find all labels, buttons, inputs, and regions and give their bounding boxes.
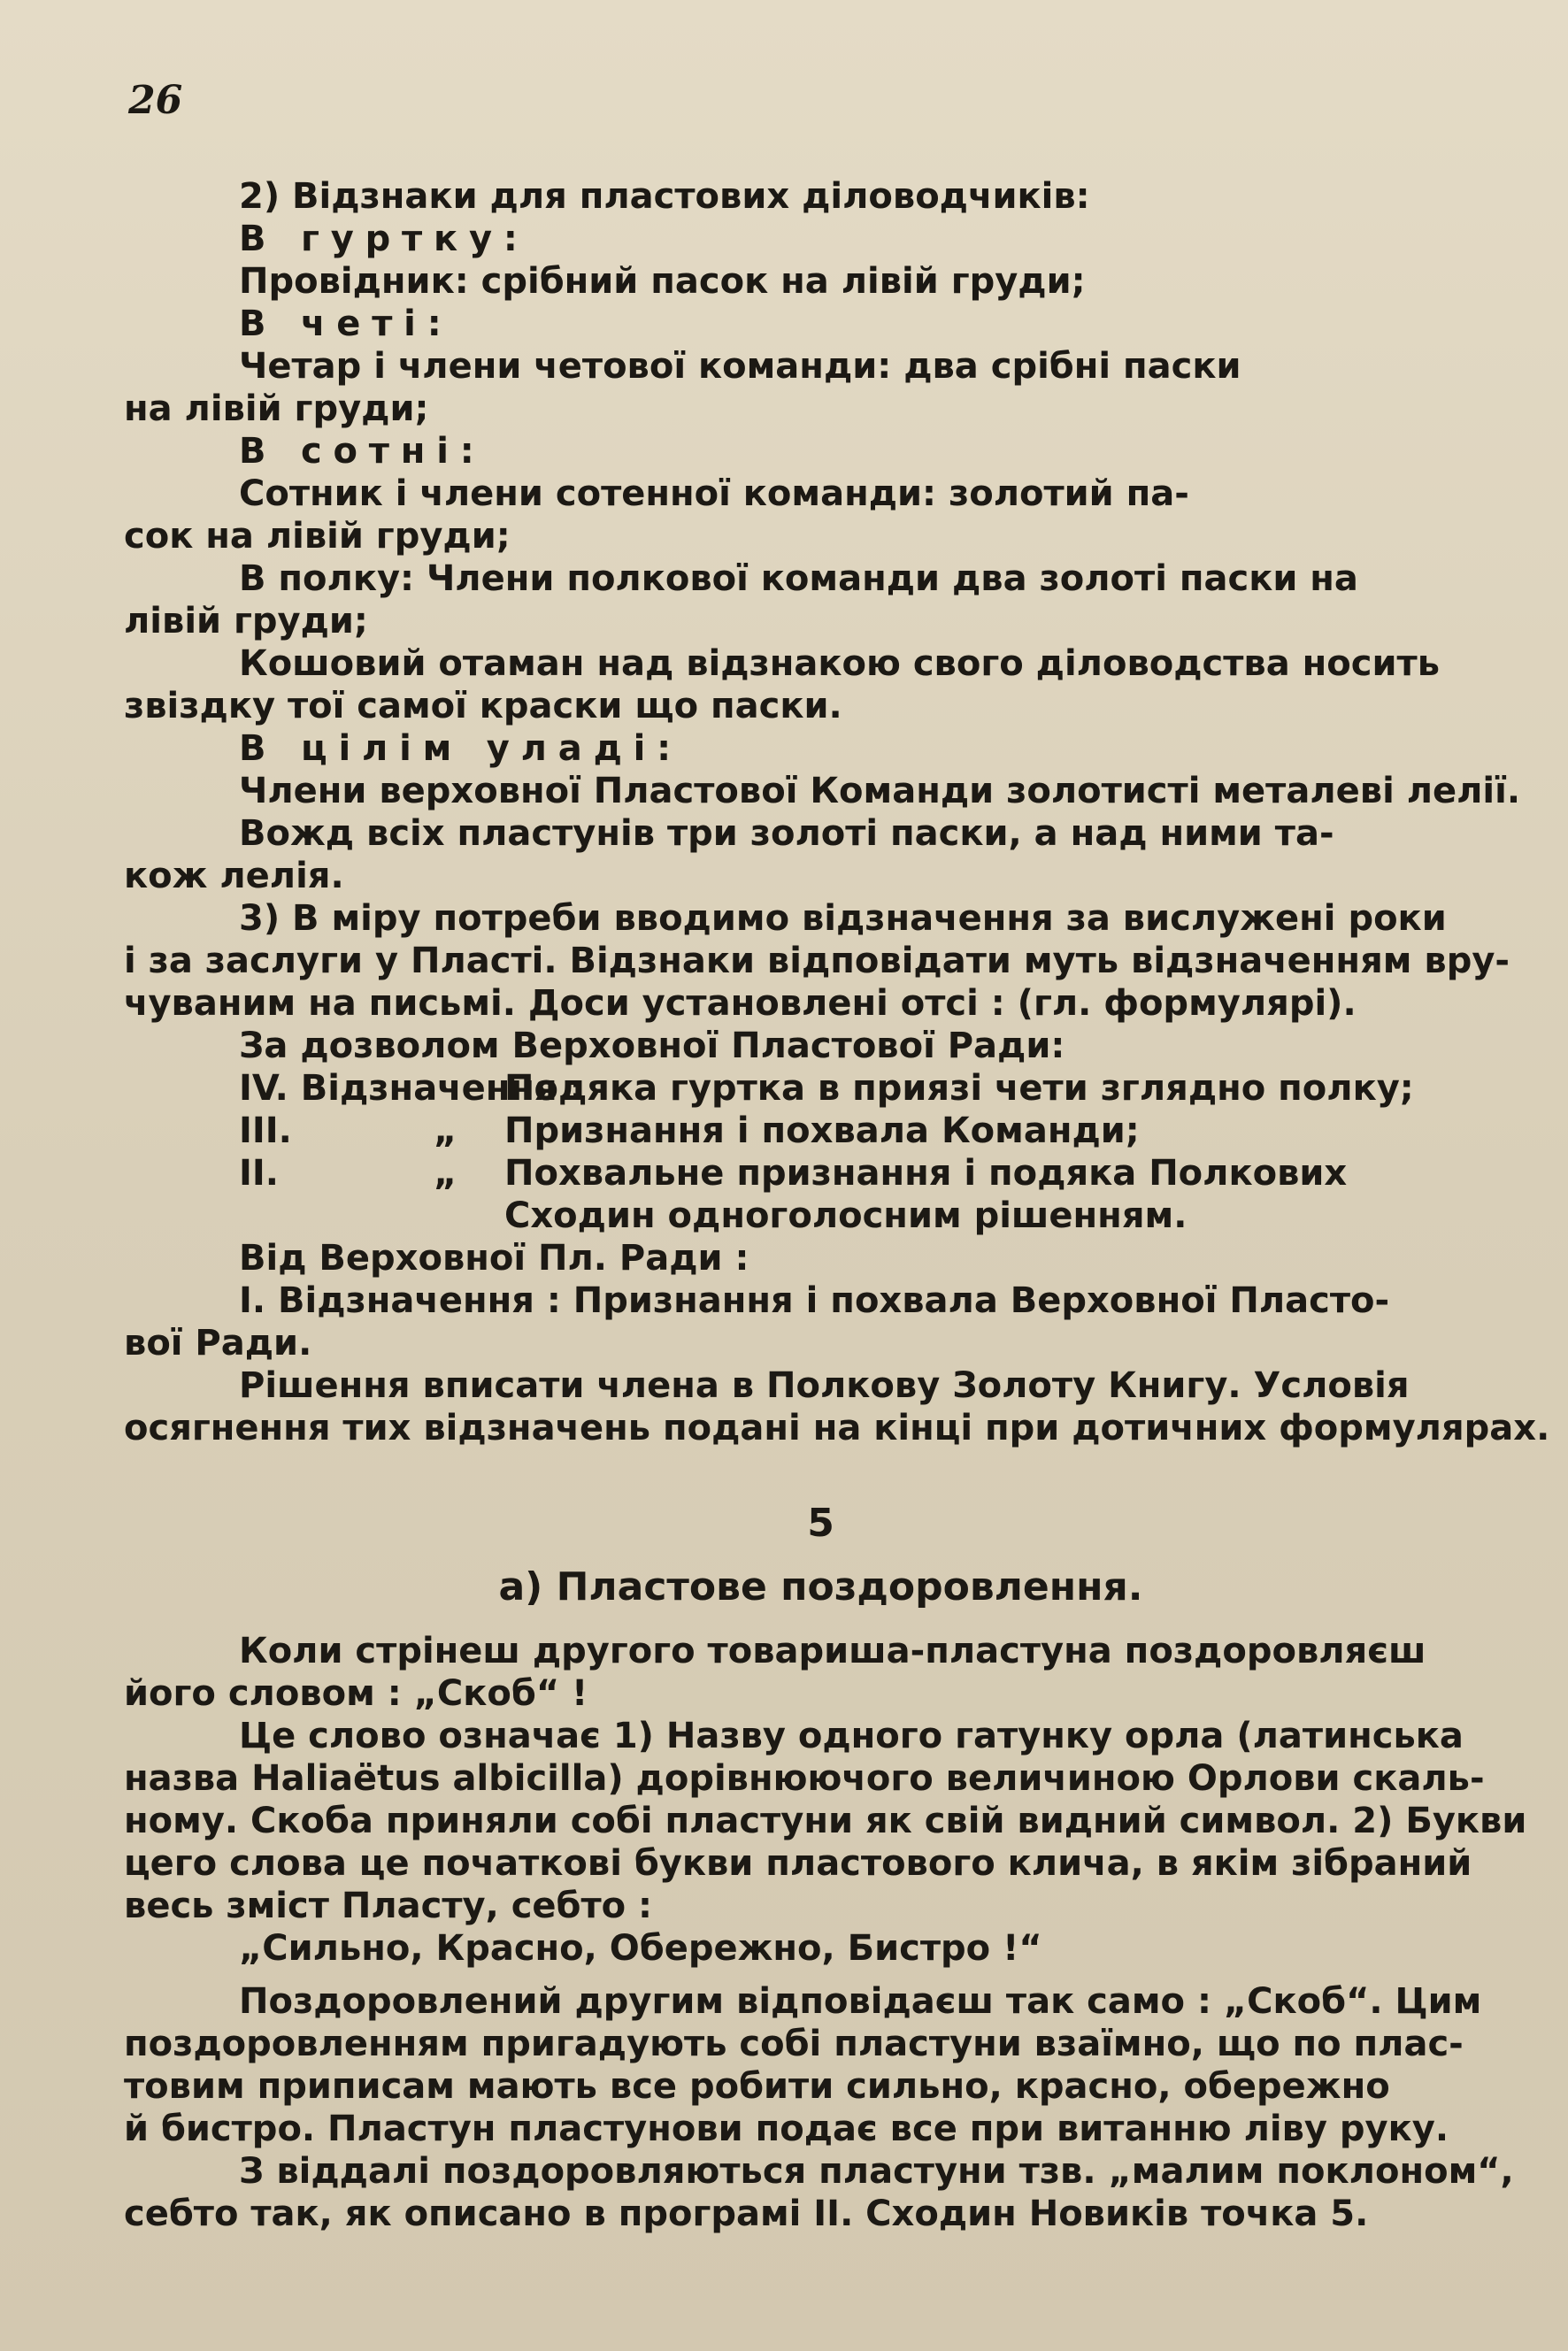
text-line: його словом : „Скоб“ ! xyxy=(124,1673,588,1714)
text-line: „Сильно, Красно, Обережно, Бистро !“ xyxy=(239,1928,1042,1969)
award-row xyxy=(124,1067,1518,1110)
award-text: Сходин одноголосним рішенням. xyxy=(504,1195,1188,1236)
award-text: Подяка гуртка в приязі чети зглядно полку; xyxy=(504,1068,1414,1109)
text-line: весь зміст Пласту, себто : xyxy=(124,1886,653,1926)
text-line: Від Верховної Пл. Ради : xyxy=(239,1238,749,1279)
text-line: Четар і члени четової команди: два срібні паски xyxy=(239,346,1241,387)
text-line: сок на лівій груди; xyxy=(124,516,511,557)
award-level: IV. Відзначення : xyxy=(239,1068,584,1109)
text-line: Члени верховної Пластової Команди золотисті металеві лелії. xyxy=(239,771,1521,811)
text-line: В полку: Члени полкової команди два золоті паски на xyxy=(239,558,1358,599)
award-level: III. xyxy=(239,1110,292,1151)
text-line: на лівій груди; xyxy=(124,388,429,429)
text-line: осягнення тих відзначень подані на кінці при дотичних формулярах. xyxy=(124,1408,1550,1448)
text-line: і за заслуги у Пласті. Відзнаки відповідати муть відзначенням вру- xyxy=(124,941,1510,981)
text-line: I. Відзначення : Признання і похвала Верховної Пласто- xyxy=(239,1280,1390,1321)
text-line: вої Ради. xyxy=(124,1323,312,1364)
text-line: В цілім уладі: xyxy=(239,728,682,769)
text-line: звіздку тої самої краски що паски. xyxy=(124,686,842,726)
text-line: кож лелія. xyxy=(124,856,344,896)
award-text: Похвальне признання і подяка Полкових xyxy=(504,1153,1348,1194)
text-line: В гуртку: xyxy=(239,219,529,259)
text-line: Це слово означає 1) Назву одного гатунку орла (латинська xyxy=(239,1716,1464,1756)
text-line: товим приписам мають все робити сильно, красно, обережно xyxy=(124,2066,1390,2107)
text-line: 3) В міру потреби вводимо відзначення за вислужені роки xyxy=(239,898,1447,939)
text-line: З віддалі поздоровляються пластуни тзв. „малим поклоном“, xyxy=(239,2151,1514,2192)
page-number: 26 xyxy=(128,78,183,123)
section-title: а) Пластове поздоровлення. xyxy=(498,1564,1143,1610)
text-line: Поздоровлений другим відповідаєш так само : „Скоб“. Цим xyxy=(239,1981,1482,2022)
ditto-mark: „ xyxy=(434,1110,457,1151)
ditto-mark: „ xyxy=(434,1153,457,1194)
page-body xyxy=(124,175,1550,2235)
text-line: Сотник і члени сотенної команди: золотий па- xyxy=(239,473,1189,514)
text-line: В сотні: xyxy=(239,431,486,472)
award-row xyxy=(124,1152,1518,1195)
award-row xyxy=(124,1110,1518,1152)
text-line: В четі: xyxy=(239,303,453,344)
text-line: й бистро. Пластун пластунови подає все при витанню ліву руку. xyxy=(124,2109,1449,2149)
section-number: 5 xyxy=(807,1501,834,1546)
text-line: Рішення вписати члена в Полкову Золоту Книгу. Условія xyxy=(239,1365,1410,1406)
text-line: себто так, як описано в програмі II. Сходин Новиків точка 5. xyxy=(124,2193,1369,2234)
text-line: Вожд всіх пластунів три золоті паски, а над ними та- xyxy=(239,813,1334,854)
text-line: ному. Скоба приняли собі пластуни як свій видний символ. 2) Букви xyxy=(124,1801,1527,1841)
text-line: лівій груди; xyxy=(124,601,368,642)
award-level: II. xyxy=(239,1153,279,1194)
text-line: За дозволом Верховної Пластової Ради: xyxy=(239,1026,1065,1066)
text-line: Кошовий отаман над відзнакою свого діловодства носить xyxy=(239,643,1440,684)
award-row xyxy=(124,1195,1518,1237)
text-line: цего слова це початкові букви пластового клича, в якім зібраний xyxy=(124,1843,1472,1884)
text-line: Провідник: срібний пасок на лівій груди; xyxy=(239,261,1086,302)
text-line: Коли стрінеш другого товариша-пластуна поздоровляєш xyxy=(239,1631,1426,1671)
text-line: поздоровленням пригадують собі пластуни взаїмно, що по плас- xyxy=(124,2024,1464,2064)
text-line: чуваним на письмі. Доси установлені отсі : (гл. формулярі). xyxy=(124,983,1357,1024)
text-line: назва Haliaëtus albicilla) дорівнюючого величиною Орлови скаль- xyxy=(124,1758,1485,1799)
text-line: 2) Відзнаки для пластових діловодчиків: xyxy=(239,176,1090,217)
award-text: Признання і похвала Команди; xyxy=(504,1110,1140,1151)
